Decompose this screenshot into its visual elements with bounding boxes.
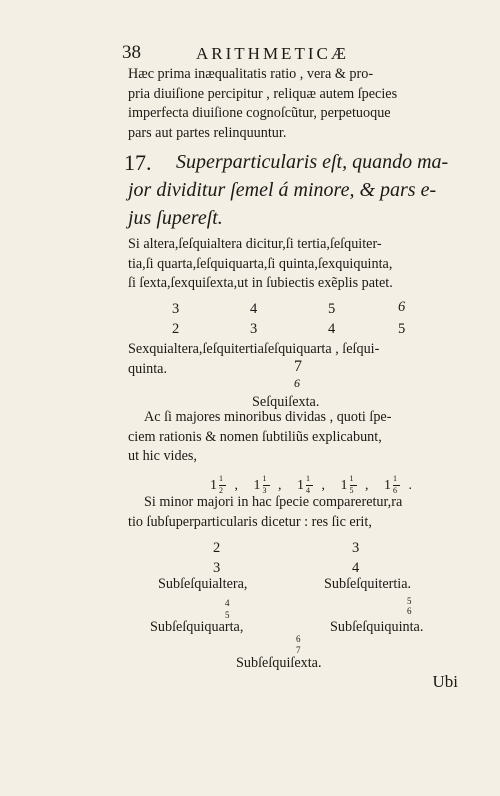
paragraph-2 [128, 235, 458, 294]
text-line: tio ſubſuperparticularis dicetur : res ſic erit, [128, 513, 372, 530]
sesquisexta-label: Seſquiſexta. [252, 394, 320, 410]
mixed-fraction: 1 1 2 , [210, 474, 238, 495]
fraction-numerator: 1 [349, 474, 354, 483]
subsesquisexta-label: Subſeſquiſexta. [236, 655, 322, 671]
text-line: Si minor majori in hac ſpecie compareretur,ra [144, 494, 403, 510]
text-line: ſi ſexta,ſexquiſexta,ut in ſubiectis exẽplis patet. [128, 275, 393, 292]
number: 2 [213, 540, 221, 556]
proposition-text [128, 148, 468, 232]
number: 5 [407, 596, 412, 606]
text-line: ut hic vides, [128, 448, 197, 465]
fraction-whole: 1 [253, 478, 261, 493]
number: 3 [213, 560, 221, 576]
paragraph-1 [128, 65, 458, 143]
proposition-number: 17. [124, 150, 152, 175]
fraction-numerator: 1 [306, 474, 310, 483]
number: 4 [250, 301, 258, 317]
fraction-whole: 1 [297, 478, 304, 493]
fraction-denominator: 6 [393, 486, 397, 495]
fraction-denominator: 5 [349, 486, 354, 495]
text-line: ciem rationis & nomen ſubtiliũs explicabunt, [128, 428, 382, 445]
subsesquiquinta-label: Subſeſquiquinta. [330, 619, 424, 635]
subsesquialtera-label: Subſeſquialtera, [158, 576, 248, 592]
mixed-fraction: 1 1 5 , [340, 474, 369, 495]
number: 4 [328, 321, 336, 337]
text-line: quinta. [128, 360, 168, 377]
number: 7 [296, 645, 301, 655]
mixed-fraction: 1 1 4 , [297, 474, 325, 495]
page-number: 38 [122, 42, 141, 63]
number: 4 [225, 598, 230, 608]
text-line: Si altera,ſeſquialtera dicitur,ſi tertia,ſeſquiter- [128, 236, 382, 252]
number: 5 [398, 321, 406, 337]
text-line: Ac ſi majores minoribus dividas , quoti ſpe- [144, 409, 392, 425]
fraction-denominator: 4 [306, 486, 310, 495]
number: 3 [172, 301, 180, 317]
paragraph-3 [128, 340, 458, 379]
fraction-whole: 1 [210, 478, 217, 493]
fraction-whole: 1 [384, 478, 391, 493]
catchword: Ubi [432, 672, 458, 691]
fraction-whole: 1 [340, 478, 348, 493]
proposition-line: jus ſupereſt. [128, 207, 223, 229]
subsesquitertia-label: Subſeſquitertia. [324, 576, 412, 592]
text-line: Hæc prima inæqualitatis ratio , vera & pro- [128, 66, 374, 82]
text-line: Sexquialtera,ſeſquitertiaſeſquiquarta , ſeſqui- [128, 341, 380, 357]
mixed-fraction: 1 1 3 , [253, 474, 282, 495]
running-title: ARITHMETICÆ [196, 44, 349, 63]
paragraph-5 [128, 493, 458, 532]
number: 6 [294, 376, 300, 390]
number: 6 [296, 634, 301, 644]
mixed-fraction: 1 1 6 . [384, 474, 412, 495]
number: 6 [407, 606, 412, 616]
text-line: pars aut partes relinquuntur. [128, 124, 287, 141]
number: 3 [250, 321, 258, 337]
fraction-examples [210, 474, 424, 495]
number: 3 [352, 540, 360, 556]
fraction-numerator: 1 [393, 474, 397, 483]
text-line: pria diuiſione percipitur , reliquæ autem ſpecies [128, 85, 398, 102]
fraction-denominator: 3 [262, 486, 267, 495]
number: 2 [172, 321, 180, 337]
number: 5 [225, 610, 230, 620]
text-line: imperfecta diuiſione cognoſcũtur, perpetuoque [128, 105, 391, 122]
fraction-numerator: 1 [219, 474, 223, 483]
fraction-denominator: 2 [219, 486, 223, 495]
subsesquiquarta-label: Subſeſquiquarta, [150, 619, 244, 635]
number: 6 [398, 299, 406, 315]
fraction-numerator: 1 [262, 474, 267, 483]
number: 4 [352, 560, 360, 576]
number: 7 [294, 358, 302, 375]
text-line: tia,ſi quarta,ſeſquiquarta,ſi quinta,ſexquiquinta, [128, 255, 393, 272]
proposition-line: Superparticularis eſt, quando ma- [176, 151, 449, 173]
paragraph-4 [128, 408, 458, 467]
number: 5 [328, 301, 336, 317]
proposition-line: jor dividitur ſemel á minore, & pars e- [128, 179, 437, 201]
